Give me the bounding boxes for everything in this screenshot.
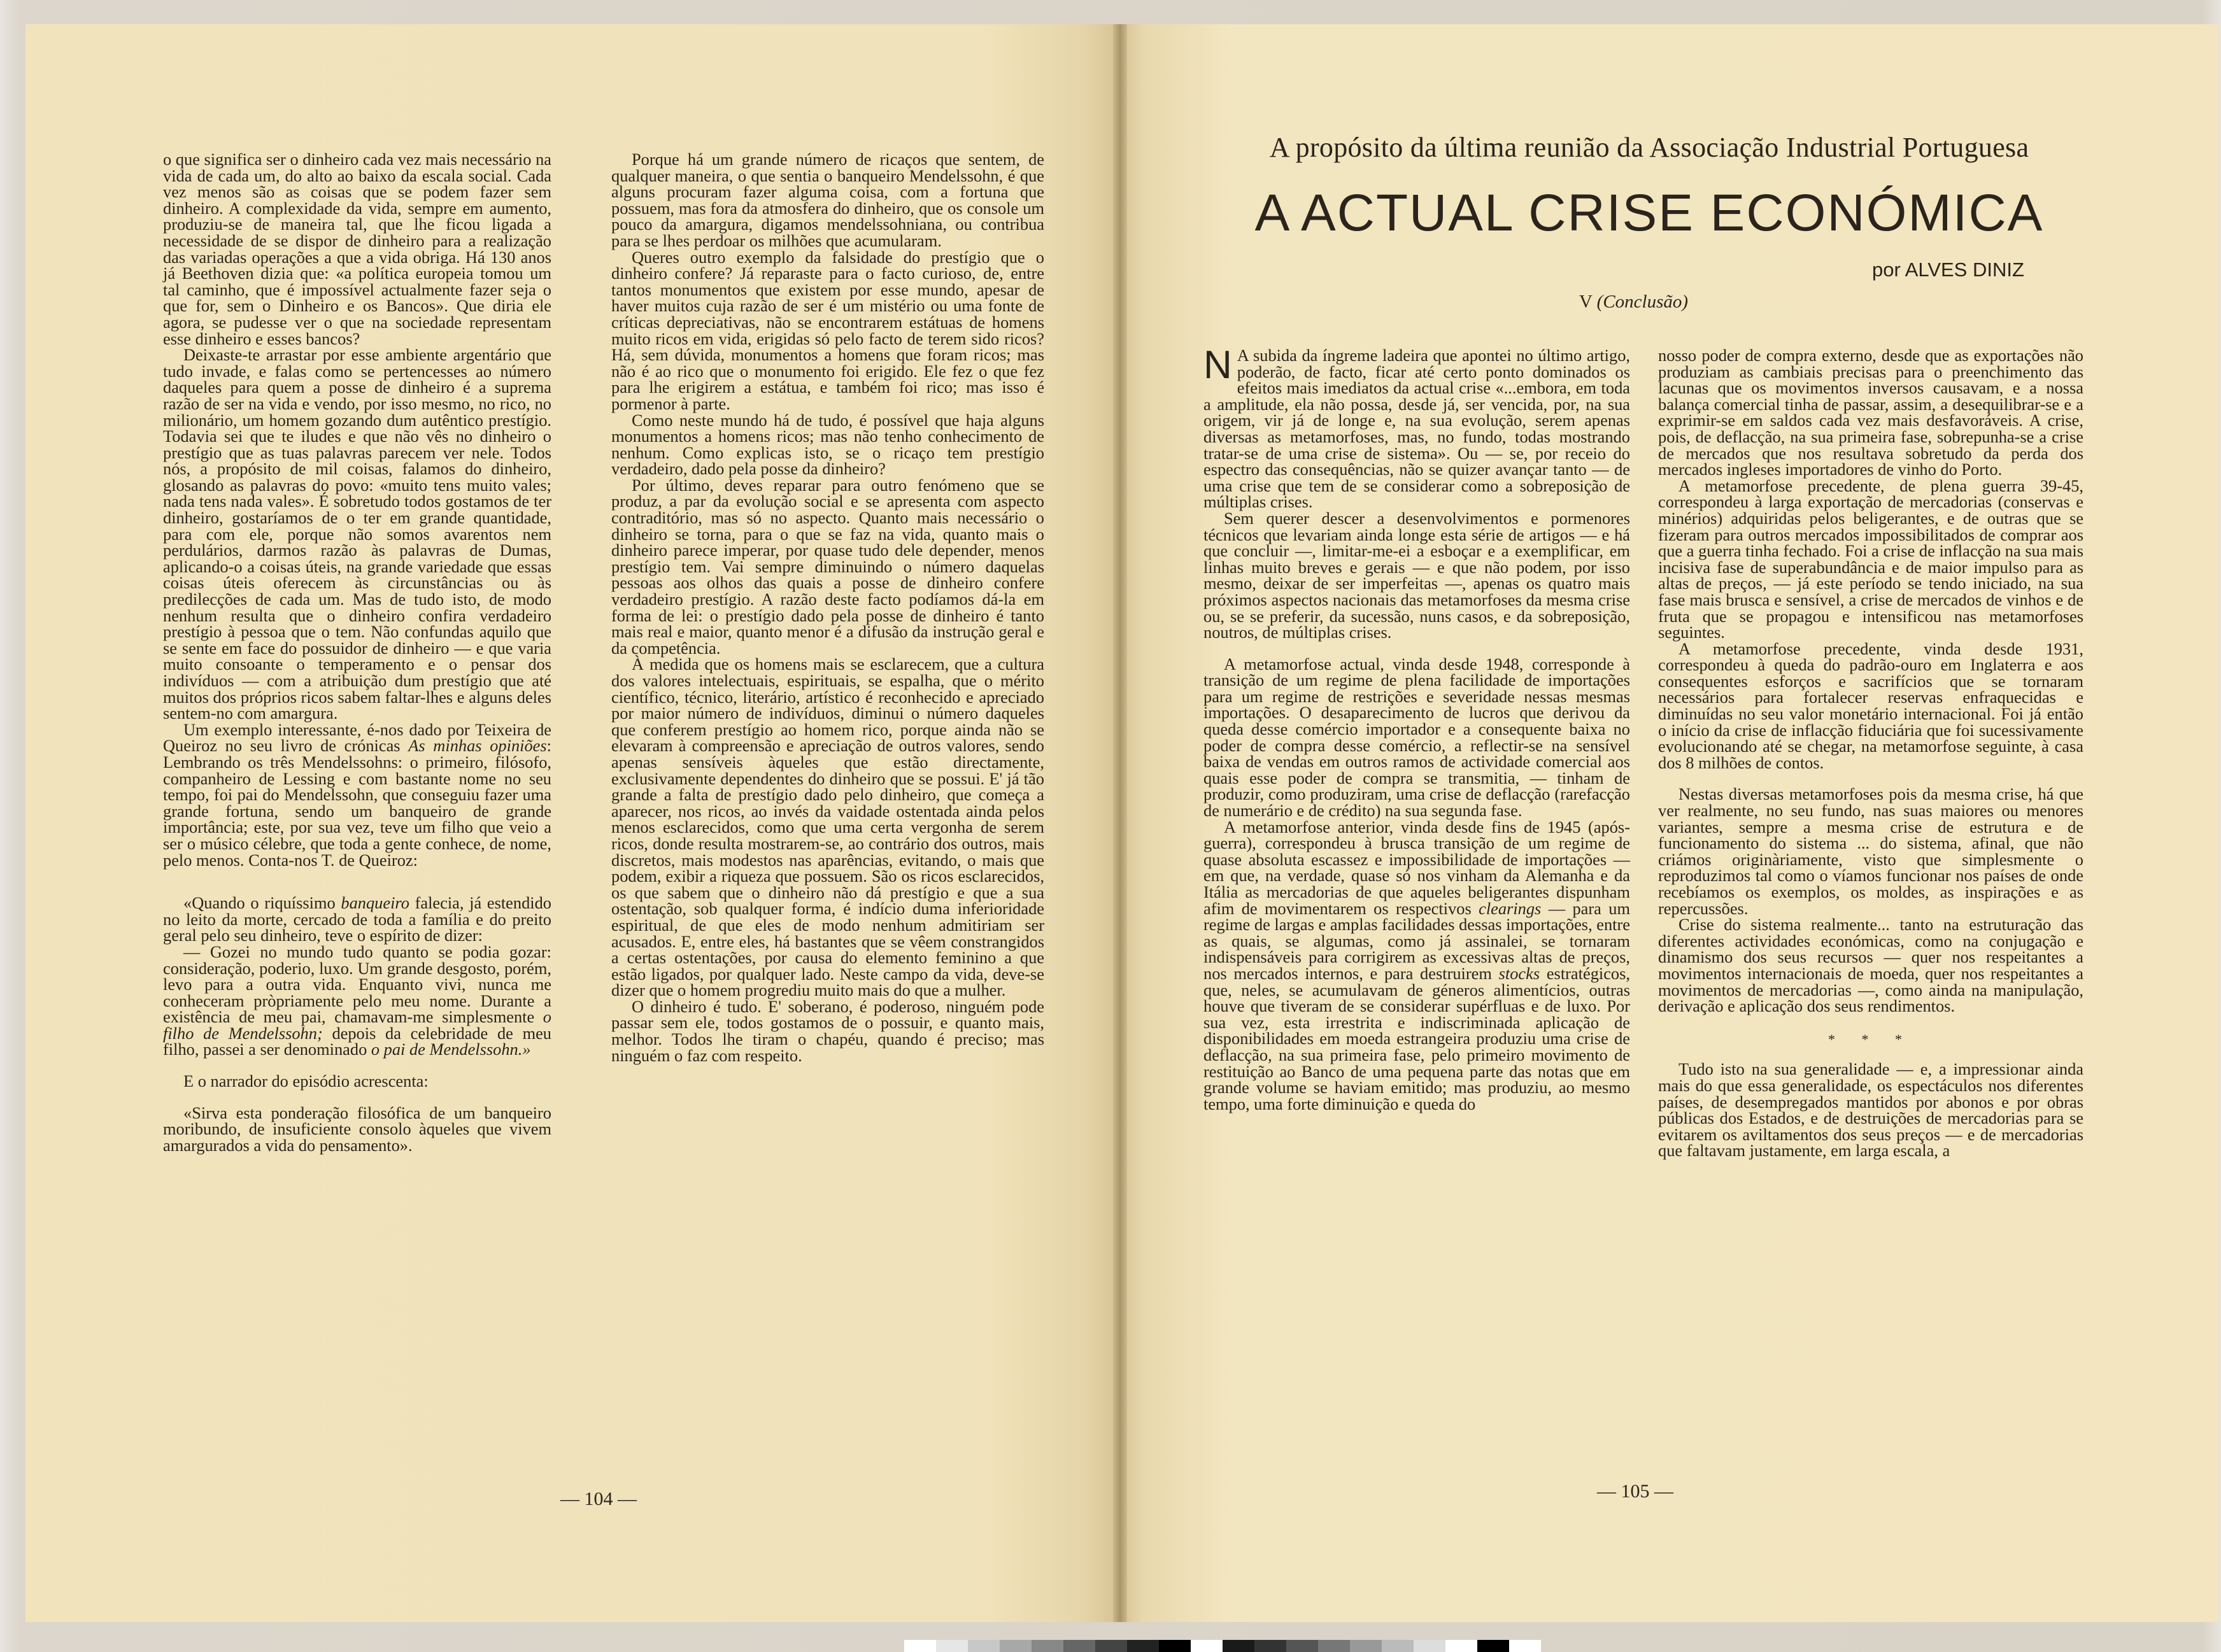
right-column-1 bbox=[1203, 343, 1631, 1113]
color-swatch bbox=[1445, 1640, 1477, 1652]
color-swatch bbox=[904, 1640, 936, 1652]
color-swatch bbox=[1477, 1640, 1509, 1652]
left-column-1 bbox=[163, 152, 551, 1154]
section-separator: * * * bbox=[1828, 1031, 1913, 1047]
color-swatch bbox=[1254, 1640, 1286, 1652]
paragraph: Um exemplo interessante, é-nos dado por Teixeira de Queiroz no seu livro de crónicas As minhas opiniões: Lembrando os três Mendelssohns: o primeiro, filósofo, companheiro de Lessing e com bastante nome no seu tempo, foi pai do Mendelssohn, que conseguiu fazer uma grande fortuna, sendo um banqueiro de grande importância; este, por sua vez, teve um filho que veio a ser o músico célebre, que toda a gente conhece, de nome, pelo menos. Conta-nos T. de Queiroz: bbox=[163, 719, 551, 870]
paragraph: Crise do sistema realmente... tanto na estruturação das diferentes actividades económicas, como na conjugação e dinamismo dos seus recursos — quer nos respeitantes a movimentos internacionais de moeda, quer nos respeitantes a movimentos de mercadorias —, como ainda na manipulação, derivação e aplicação dos seus rendimentos. bbox=[1658, 915, 2083, 1016]
paragraph: Sem querer descer a desenvolvimentos e pormenores técnicos que levariam ainda longe esta série de artigos — e há que concluir —, limitar-me-ei a esboçar e a exemplificar, em linhas muito breves e gerais — e que não podem, por isso mesmo, deixar de ser imperfeitas —, apenas os quatro mais próximos aspectos nacionais das metamorfoses da mesma crise ou, se se preferir, da sucessão, nuns casos, e da sobreposição, noutros, de múltiplas crises. bbox=[1203, 508, 1630, 642]
drop-cap: N bbox=[1203, 343, 1232, 387]
color-swatch bbox=[1414, 1640, 1445, 1652]
article-headline: A ACTUAL CRISE ECONÓMICA bbox=[1254, 184, 2044, 242]
paragraph: A metamorfose precedente, vinda desde 1931, correspondeu à queda do padrão-ouro em Inglaterra e aos consequentes esforços e sacrifícios que se tornaram necessários para fortalecer reservas enfraquecidas e diminuídas no seu valor monetário internacional. Foi já então o início da crise de inflacção fiduciária que foi sucessivamente evolucionando até se chegar, na metamorfose seguinte, à casa dos 8 milhões de contos. bbox=[1658, 639, 2083, 772]
article-part: V (Conclusão) bbox=[1579, 292, 1689, 312]
color-swatch bbox=[1063, 1640, 1095, 1652]
color-swatch bbox=[936, 1640, 968, 1652]
color-swatch bbox=[1223, 1640, 1254, 1652]
color-swatch bbox=[1350, 1640, 1382, 1652]
paragraph: Queres outro exemplo da falsidade do prestígio que o dinheiro confere? Já reparaste para o facto curioso, de, entre tantos monumentos que existem por esse mundo, apesar de haver muitos cuja razão de ser é um mistério ou uma fonte de críticas depreciativas, não se encontrarem estátuas de homens muito ricos em vida, erigidas só pelo facto de terem sido ricos? Há, sem dúvida, monumentos a homens que foram ricos; mas não é ao rico que o monumento foi erigido. Ele fez o que fez para lhe erigirem a estátua, e também foi rico; mas isso é pormenor à parte. bbox=[611, 247, 1044, 413]
paragraph: Porque há um grande número de ricaços que sentem, de qualquer maneira, o que sentia o banqueiro Mendelssohn, é que alguns procuram fazer alguma coisa, com a fortuna que possuem, mas fora da atmosfera do dinheiro, que os console um pouco da amargura, digamos mendelssohniana, ou contribua para se lhes perdoar os milhões que acumularam. bbox=[611, 150, 1044, 250]
paragraph: A metamorfose anterior, vinda desde fins de 1945 (após-guerra), correspondeu à brusca transição de um regime de quase absoluta escassez e impossibilidade de importações — em que, na verdade, quase só nos vinham da Alemanha e da Itália as mercadorias de que aqueles beligerantes dispunham afim de movimentarem os respectivos clearings — para um regime de largas e amplas facilidades dessas importações, entre as quais, se algumas, como já assinalei, se tornaram indispensáveis para corrigirem as excessivas altas de preços, nos mercados internos, e para destruirem stocks estratégicos, que, neles, se acumulavam de géneros alimentícios, outras houve que tiveram de se considerar supérfluas e de luxo. Por sua vez, esta irrestrita e indiscriminada aplicação de disponibilidades em moeda estrangeira produziu uma crise de deflacção, na sua primeira fase, pelo primeiro movimento de restituição ao Banco de uma pequena parte das notas que em grande volume se haviam emitido; mas produziu, ao mesmo tempo, uma forte diminuição e queda do bbox=[1203, 817, 1631, 1113]
color-swatch bbox=[1286, 1640, 1318, 1652]
paragraph: o que significa ser o dinheiro cada vez mais necessário na vida de cada um, do alto ao baixo da escala social. Cada vez menos são as coisas que se podem fazer sem dinheiro. A complexidade da vida, sempre em aumento, produziu-se de maneira tal, que lhe ficou ligada a necessidade de se dispor de dinheiro para a realização das variadas operações a que a vida obriga. Há 130 anos já Beethoven dizia que: «a política europeia tomou um tal caminho, que é impossível actualmente fazer seja o que for, sem o Dinheiro e os Bancos». Que diria ele agora, se pudesse ver o que na sociedade representam esse dinheiro e esses bancos? bbox=[163, 150, 551, 348]
quote-paragraph: «Quando o riquíssimo banqueiro falecia, já estendido no leito da morte, cercado de toda a família e do preito geral pelo seu dinheiro, teve o espírito de dizer: bbox=[163, 893, 551, 945]
scan-color-calibration-bar bbox=[904, 1640, 1541, 1652]
quote-paragraph: — Gozei no mundo tudo quanto se podia gozar: consideração, poderio, luxo. Um grande desgosto, porém, levo para a outra vida. Enquanto vivi, nunca me conheceram pròpriamente pelo meu nome. Durante a existência de meu pai, chamavam-me simplesmente o filho de Mendelssohn; depois da celebridade de meu filho, passei a ser denominado o pai de Mendelssohn.» bbox=[163, 942, 552, 1059]
paragraph: E o narrador do episódio acrescenta: bbox=[183, 1071, 429, 1091]
paragraph: À medida que os homens mais se esclarecem, que a cultura dos valores intelectuais, espirituais, se espalha, que o mérito científico, técnico, literário, artístico é reconhecido e apreciado por maior número de indivíduos, diminui o número daqueles que conferem prestígio ao homem rico, porque ainda não se elevaram à compreensão e apreciação de outros valores, sendo apenas sensíveis àqueles que estão directamente, exclusivamente dependentes do dinheiro que se possui. E' já tão grande a falta de prestígio dado pelo dinheiro, que começa a aparecer, nos ricos, ao invés da vaidade ostentada ainda pelos menos esclarecidos, como que uma certa vergonha de serem ricos, donde resulta mostrarem-se, ao contrário dos outros, mais discretos, mais modestos nas aparências, evitando, o mais que podem, exibir a riqueza que possuem. São os ricos esclarecidos, os que sabem que o dinheiro não dá prestígio e que a sua ostentação, sob qualquer forma, é indício duma inferioridade espiritual, de que eles de modo nenhum admitiriam ser acusados. E, entre eles, há bastantes que se vêem constrangidos a certas ostentações, por causa do elemento feminino a que estão ligados, por qualquer lado. Neste campo da vida, deve-se dizer que o homem progrediu muito mais do que a mulher. bbox=[611, 654, 1044, 1000]
paragraph: Como neste mundo há de tudo, é possível que haja alguns monumentos a homens ricos; mas não tenho conhecimento de nenhum. Como explicas isto, se o ricaço tem prestígio verdadeiro, dado pela posse da dinheiro? bbox=[611, 410, 1044, 479]
paragraph: Deixaste-te arrastar por esse ambiente argentário que tudo invade, e falas como se pertencesses ao número daqueles para quem a posse de dinheiro é a suprema razão de ser na vida e vendo, por isso mesmo, no rico, no milionário, um homem gozando dum autêntico prestígio. Todavia sei que te iludes e que não vês no dinheiro o prestígio que as tuas palavras parecem ver nele. Todos nós, a propósito de mil coisas, falamos do dinheiro, glosando as palavras do povo: «muito tens muito vales; nada tens nada vales». É sobretudo todos gostamos de ter dinheiro, gostaríamos de o ter em grande quantidade, para com ele, porque não somos avarentos nem perdulários, darmos razão às palavras de Dumas, aplicando-o a coisas úteis, na grande variedade que essas coisas úteis oferecem às circunstâncias ou às predilecções de cada um. Mas de tudo isto, de modo nenhum resulta que o dinheiro confira verdadeiro prestígio à pessoa que o tem. Não confundas aquilo que se sente em face do possuidor de dinheiro — e que varia muito consoante o temperamento e o pensar dos indivíduos — com a atribuição dum prestígio que até muitos dos próprios ricos sabem faltar-lhes e alguns deles sentem-no com amargura. bbox=[163, 345, 551, 723]
color-swatch bbox=[1000, 1640, 1032, 1652]
paragraph: N A subida da íngreme ladeira que apontei no último artigo, poderão, de facto, ficar até certo ponto dominados os efeitos mais imediatos da actual crise «...embora, em toda a amplitude, ela não possa, desde já, ser vencida, por, na sua origem, vir já de longe e, na sua evolução, serem apenas diversas as metamorfoses, mas, no fundo, todas mostrando tratar-se de uma crise de sistema». Ou — se, por receio do espectro das consequências, não se quizer avançar tanto — de uma crise que tem de se considerar como a sobreposição de múltiplas crises. bbox=[1203, 343, 1630, 512]
page-gutter bbox=[1113, 24, 1127, 1622]
article-byline: por ALVES DINIZ bbox=[1872, 258, 2024, 281]
paragraph: Tudo isto na sua generalidade — e, a impressionar ainda mais do que essa generalidade, os espectáculos nos diferentes países, de desempregados mantidos por abonos e por obras públicas dos Estados, e de destruições de mercadorias para se evitarem os aviltamentos dos seus preços — e de mercadorias que faltavam justamente, em larga escala, a bbox=[1658, 1059, 2083, 1161]
color-swatch bbox=[1032, 1640, 1063, 1652]
quote-paragraph: «Sirva esta ponderação filosófica de um banqueiro moribundo, de insuficiente consolo àqueles que vivem amargurados a vida do pensamento». bbox=[163, 1103, 551, 1155]
color-swatch bbox=[1159, 1640, 1191, 1652]
color-swatch bbox=[1095, 1640, 1127, 1652]
paragraph: A metamorfose precedente, de plena guerra 39-45, correspondeu à larga exportação de mercadorias (conservas e minérios) adquiridas pelos beligerantes, e de outras que se fizeram para outros mercados impossibilitados de comprar aos que a guerra tinha fechado. Foi a crise de inflacção na sua mais incisiva fase de superabundância e de maior impulso para as altas de preços, — já este período se tendo iniciado, na sua fase mais brusca e sensível, a crise de mercados de vinhos e de fruta que se propagou e intensificou nas metamorfoses seguintes. bbox=[1658, 476, 2083, 642]
color-swatch bbox=[1382, 1640, 1414, 1652]
color-swatch bbox=[1509, 1640, 1541, 1652]
page-number-left: — 104 — bbox=[560, 1488, 637, 1509]
paragraph: Por último, deves reparar para outro fenómeno que se produz, a par da evolução social e se apresenta com aspecto contraditório, mas só no aspecto. Quanto mais necessário o dinheiro se torna, para o que se faz na vida, quanto mais o dinheiro parece imperar, por quase tudo dele depender, menos prestígio tem. Vai sempre diminuindo o número daquelas pessoas aos olhos das quais a posse de dinheiro confere verdadeiro prestígio. A razão deste facto podíamos dá-la em forma de lei: o prestígio dado pela posse de dinheiro é tanto mais real e maior, quanto menor é a difusão da instrução geral e da competência. bbox=[611, 475, 1044, 658]
article-kicker: A propósito da última reunião da Associação Industrial Portuguesa bbox=[1269, 132, 2029, 163]
paragraph: A metamorfose actual, vinda desde 1948, corresponde à transição de um regime de plena facilidade de importações para um regime de restrições e severidade nessas mesmas importações. O desaparecimento de lucros que derivou da queda desse comércio importador e a consequente baixa no poder de compra desse comércio, a reflectir-se na sensível baixa de vendas em outros ramos de actividade comercial aos quais esse poder de compra se transmitia, — tinham de produzir, como produziram, uma crise de deflacção (rarefacção de numerário e de crédito) na sua segunda fase. bbox=[1203, 654, 1630, 821]
paragraph: Nestas diversas metamorfoses pois da mesma crise, há que ver realmente, no seu fundo, nas suas maiores ou menores variantes, sempre a mesma crise de estrutura e de funcionamento do sistema ... do sistema, afinal, que não criámos originàriamente, visto que simplesmente o reproduzimos tal como o víamos funcionar nos países de onde recebíamos os exemplos, os moldes, as inspirações e as repercussões. bbox=[1658, 784, 2083, 918]
color-swatch bbox=[1127, 1640, 1159, 1652]
left-column-2 bbox=[611, 152, 1044, 1064]
color-swatch bbox=[1191, 1640, 1223, 1652]
color-swatch bbox=[968, 1640, 1000, 1652]
color-swatch bbox=[1318, 1640, 1350, 1652]
right-column-2 bbox=[1658, 348, 2083, 1159]
paragraph: O dinheiro é tudo. E' soberano, é poderoso, ninguém pode passar sem ele, todos gostamos de o possuir, e quanto mais, melhor. Todos lhe tiram o chapéu, quando é preciso; mas ninguém o faz com respeito. bbox=[611, 996, 1044, 1065]
page-number-right: — 105 — bbox=[1597, 1481, 1673, 1502]
paragraph: nosso poder de compra externo, desde que as exportações não produziam as cambiais precisas para o preenchimento das lacunas que os movimentos inversos causavam, e a nossa balança comercial tinha de passar, assim, a desequilibrar-se e a exprimir-se em saldos cada vez mais desfavoráveis. A crise, pois, de deflacção, na sua primeira fase, sobrepunha-se a crise de mercados que nos resultava sobretudo da perda dos mercados ingleses importadores de vinho do Porto. bbox=[1658, 346, 2083, 479]
